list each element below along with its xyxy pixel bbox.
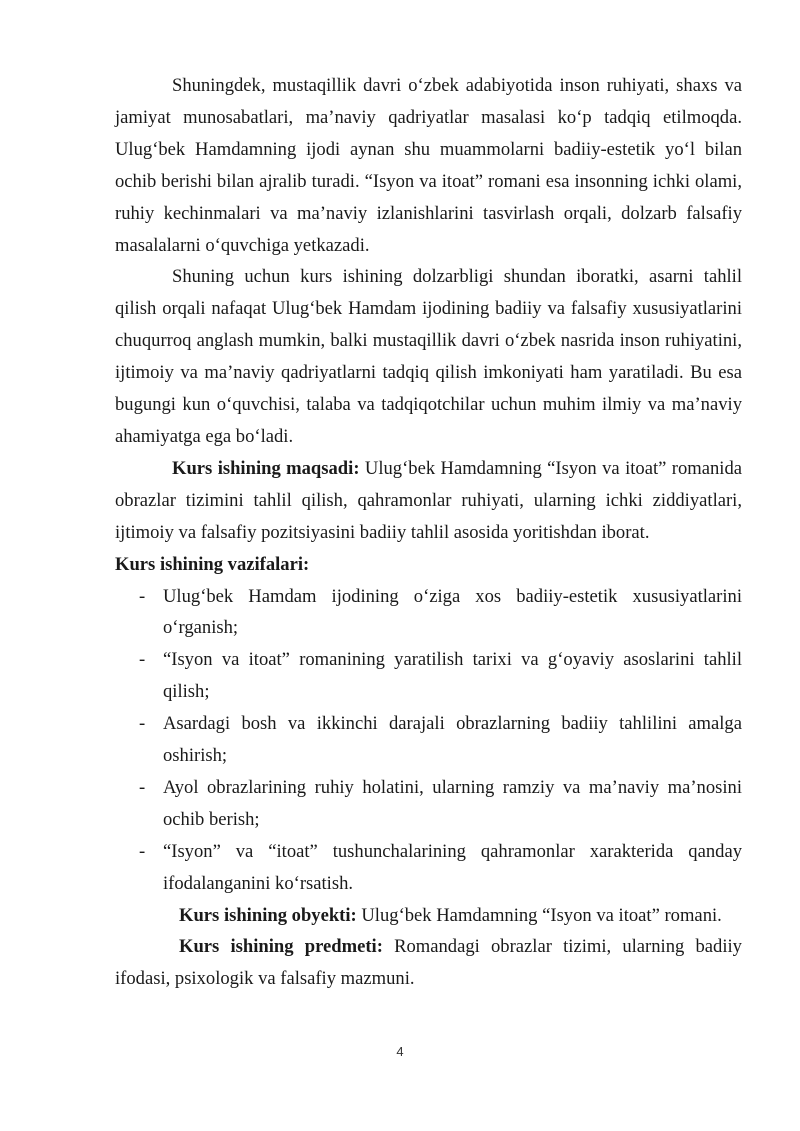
list-dash: - (139, 776, 146, 798)
subject-paragraph (115, 931, 742, 995)
object-label: Kurs ishining obyekti: (179, 904, 357, 926)
page-number: 4 (396, 1044, 404, 1059)
tasks-list (115, 581, 742, 900)
list-dash: - (139, 840, 146, 862)
paragraph-relevance-summary: Shuning uchun kurs ishining dolzarbligi shundan iboratki, asarni tahlil qilish orqali nafaqat Ulug‘bek Hamdam ijodining badiiy va falsafiy xususiyatlarini chuqurroq anglash mumkin, balki mustaqillik davri o‘zbek nasrida inson ruhiyatini, ijtimoiy va ma’naviy qadriyatlarni tadqiq qilish imkoniyati ham yaratiladi. Bu esa bugungi kun o‘quvchisi, talaba va tadqiqotchilar uchun muhim ilmiy va ma’naviy ahamiyatga ega bo‘ladi. (115, 266, 742, 447)
task-item (115, 581, 742, 645)
object-paragraph (115, 900, 742, 932)
goal-label: Kurs ishining maqsadi: (172, 457, 360, 479)
subject-text: Romandagi obrazlar tizimi, ularning badiiy ifodasi, psixologik va falsafiy mazmuni. (115, 936, 742, 990)
list-dash: - (139, 585, 146, 607)
task-item (115, 772, 742, 836)
list-dash: - (139, 713, 146, 735)
goal-text: Ulug‘bek Hamdamning “Isyon va itoat” romanida obrazlar tizimini tahlil qilish, qahramonlar ruhiyati, ularning ichki ziddiyatlari, ijtimoiy va falsafiy pozitsiyasini badiiy tahlil asosida yoritishdan iborat. (115, 457, 742, 543)
task-text: Ayol obrazlarining ruhiy holatini, ularning ramziy va ma’naviy ma’nosini ochib berish; (163, 776, 742, 830)
task-item (115, 644, 742, 708)
task-item (115, 708, 742, 772)
object-text: Ulug‘bek Hamdamning “Isyon va itoat” romani. (356, 904, 722, 926)
task-text: Asardagi bosh va ikkinchi darajali obrazlarning badiiy tahlilini amalga oshirish; (163, 713, 742, 767)
subject-label: Kurs ishining predmeti: (179, 936, 383, 958)
tasks-heading: Kurs ishining vazifalari: (115, 553, 310, 575)
list-dash: - (139, 649, 146, 671)
task-item (115, 836, 742, 900)
goal-paragraph (115, 453, 742, 549)
task-text: Ulug‘bek Hamdam ijodining o‘ziga xos badiiy-estetik xususiyatlarini o‘rganish; (163, 585, 742, 639)
task-text: “Isyon va itoat” romanining yaratilish tarixi va g‘oyaviy asoslarini tahlil qilish; (163, 649, 742, 703)
task-text: “Isyon” va “itoat” tushunchalarining qahramonlar xarakterida qanday ifodalanganini ko‘rsatish. (163, 840, 742, 894)
document-page (115, 70, 742, 995)
paragraph-relevance-intro: Shuningdek, mustaqillik davri o‘zbek adabiyotida inson ruhiyati, shaxs va jamiyat munosabatlari, ma’naviy qadriyatlar masalasi ko‘p tadqiq etilmoqda. Ulug‘bek Hamdamning ijodi aynan shu muammolarni badiiy-estetik yo‘l bilan ochib berishi bilan ajralib turadi. “Isyon va itoat” romani esa insonning ichki olami, ruhiy kechinmalari va ma’naviy izlanishlarini tasvirlash orqali, dolzarb falsafiy masalalarni o‘quvchiga yetkazadi. (115, 75, 742, 256)
